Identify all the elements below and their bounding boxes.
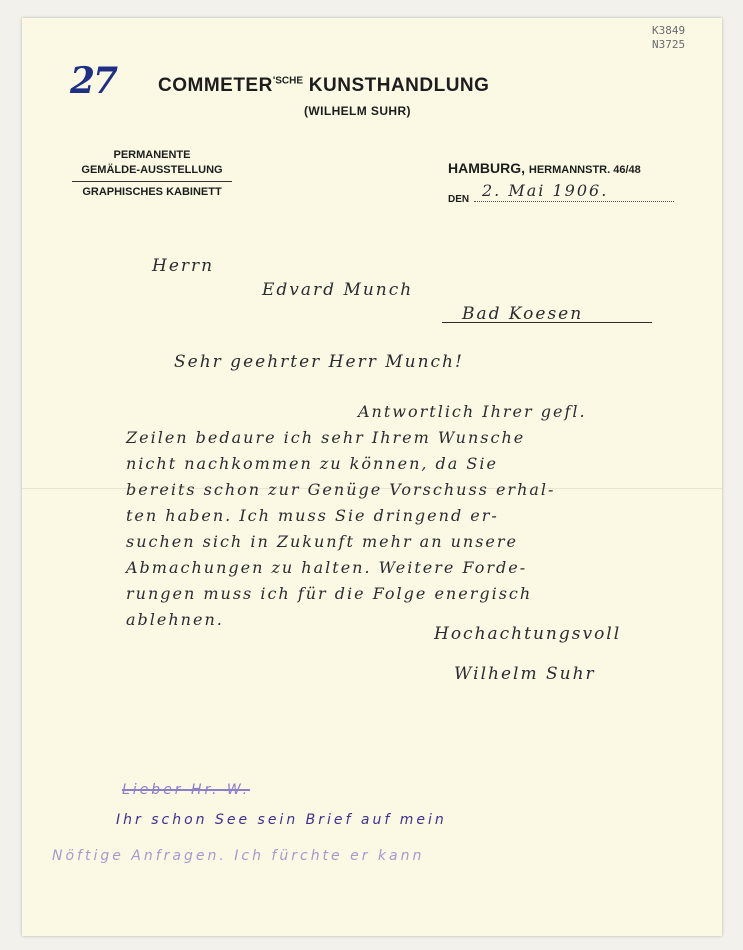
body-line-8: rungen muss ich für die Folge energisch [126,584,533,603]
letter-closing: Hochachtungsvoll [434,624,622,644]
department-line-2: GEMÄLDE-AUSSTELLUNG [81,164,223,176]
letter-signature: Wilhelm Suhr [454,664,596,684]
department-divider [72,181,232,182]
lilac-annotation: Nöftige Anfragen. Ich fürchte er kann [52,848,425,864]
firm-name [158,75,489,97]
violet-annotation: Ihr schon See sein Brief auf mein [116,812,447,828]
salutation-title: Herrn [152,256,215,276]
letter-greeting: Sehr geehrter Herr Munch! [174,352,464,372]
body-line-9: ablehnen. [126,610,224,629]
struck-annotation: Lieber Hr. W. [122,782,251,798]
body-line-5: ten haben. Ich muss Sie dringend er- [126,506,499,525]
letter-sheet [22,18,722,936]
body-line-6: suchen sich in Zukunft mehr an unsere [126,532,519,551]
date-prefix: DEN [448,194,470,205]
firm-owner: (WILHELM SUHR) [304,104,411,118]
recipient-name: Edvard Munch [262,280,414,300]
body-line-7: Abmachungen zu halten. Weitere Forde- [126,558,528,577]
firm-name-main: COMMETER [158,75,273,96]
sheet-number: 27 [70,60,117,102]
body-line-1: Antwortlich Ihrer gefl. [358,402,587,421]
letter-date: 2. Mai 1906. [482,181,609,200]
street: HERMANNSTR. 46/48 [528,164,641,176]
city: HAMBURG, [448,160,525,176]
firm-name-suffix: 'SCHE [272,75,303,87]
department-line-1: PERMANENTE [113,149,191,161]
departments [72,148,232,200]
firm-name-rest: KUNSTHANDLUNG [303,75,490,96]
catalog-number-2: N3725 [652,38,686,51]
letterhead-address [448,160,641,176]
recipient-place: Bad Koesen [462,304,584,324]
body-line-4: bereits schon zur Genüge Vorschuss erhal- [126,480,556,499]
place-underline [442,322,652,323]
body-line-2: Zeilen bedaure ich sehr Ihrem Wunsche [126,428,526,447]
department-line-3: GRAPHISCHES KABINETT [82,186,222,198]
body-line-3: nicht nachkommen zu können, da Sie [126,454,498,473]
catalog-number-1: K3849 [652,24,686,37]
